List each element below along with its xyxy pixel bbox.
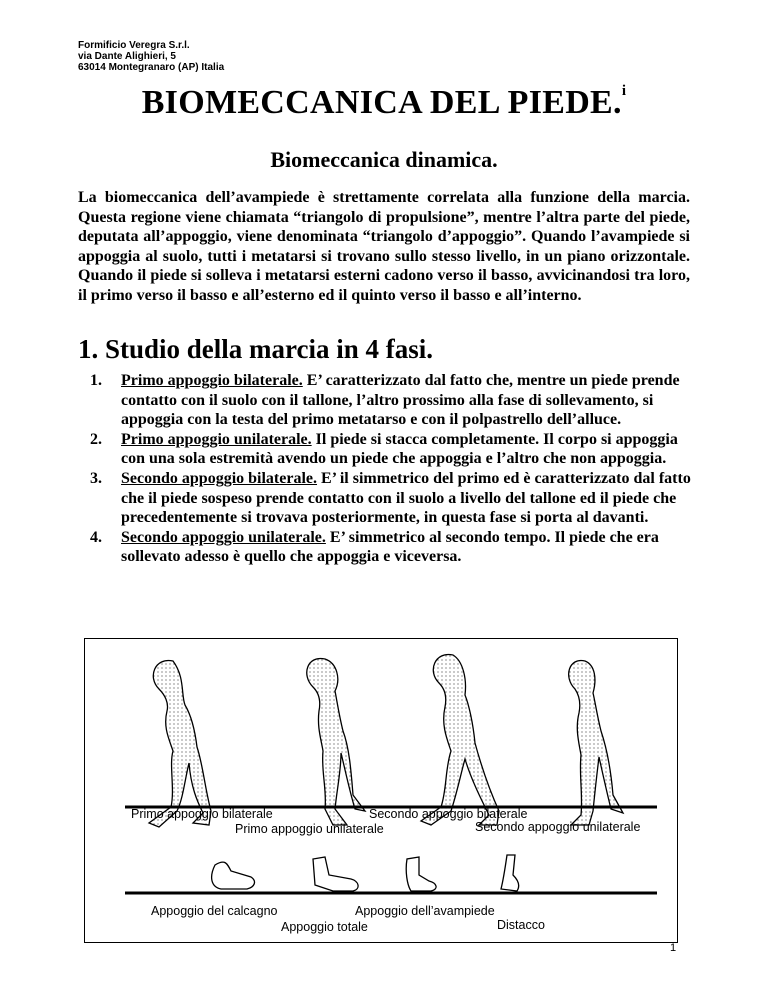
phase-term: Primo appoggio bilaterale.	[121, 372, 303, 389]
label-secondo-bilaterale: Secondo appoggio bilaterale	[369, 807, 528, 821]
phase-number: 4.	[90, 528, 102, 546]
phase-text: Il piede si stacca completamente. Il corpo si appoggia con una sola estremità avendo un piede che appoggia e l’altro che non appoggia.	[121, 430, 678, 468]
phase-item	[78, 469, 698, 528]
gait-figure	[84, 638, 678, 943]
label-appoggio-calcagno: Appoggio del calcagno	[151, 904, 278, 918]
phase-item	[78, 371, 698, 430]
company-name: Formificio Veregra S.r.l.	[78, 40, 190, 51]
title-footnote-marker: i	[621, 82, 627, 99]
page-title	[0, 84, 768, 122]
foot-icon	[406, 857, 436, 891]
company-city: 63014 Montegranaro (AP) Italia	[78, 62, 225, 73]
phase-number: 1.	[90, 372, 102, 389]
section-heading: 1. Studio della marcia in 4 fasi.	[78, 334, 434, 364]
intro-paragraph: La biomeccanica dell’avampiede è strettamente correlata alla funzione della marcia. Questa regione viene chiamata “triangolo di propulsione”, mentre l’altra parte del piede, deputata all’appoggio, viene denominata “triangolo d’appoggio”. Quando l’avampiede si appoggia al suolo, tutti i metatarsi si trovano sullo stesso livello, in un piano orizzontale. Quando il piede si solleva i metatarsi esterni cadono verso il basso, avvicinandosi tra loro, il primo verso il basso e all’esterno ed il quinto verso il basso e all’interno.	[78, 189, 690, 304]
phase-item	[78, 528, 698, 567]
label-appoggio-avampiede: Appoggio dell’avampiede	[355, 904, 495, 918]
walking-figure	[569, 660, 623, 825]
phase-text: E’ caratterizzato dal fatto che, mentre un piede prende contatto con il suolo con il tallone, l’altro prossimo alla fase di sollevamento, si appoggia con la testa del primo metatarso e con il polpastrello dell’alluce.	[121, 372, 680, 429]
company-address: via Dante Alighieri, 5	[78, 51, 176, 62]
phase-text: E’ simmetrico al secondo tempo. Il piede che era sollevato adesso è quello che appoggia e viceversa.	[121, 528, 659, 566]
phase-text: E’ il simmetrico del primo ed è caratterizzato dal fatto che il piede sospeso prende contatto con il suolo a livello del tallone ed il piede che precedentemente si trovava posteriormente, in questa fase si porta al davanti.	[121, 469, 691, 527]
foot-icon	[212, 862, 255, 889]
phase-term: Primo appoggio unilaterale.	[121, 430, 312, 448]
foot-icon	[313, 857, 358, 891]
walking-figure	[307, 658, 365, 825]
phases-list	[78, 371, 698, 567]
phase-number: 3.	[90, 469, 102, 487]
gait-illustration	[85, 639, 679, 944]
phase-number: 2.	[90, 430, 102, 448]
page-subtitle: Biomeccanica dinamica.	[270, 147, 498, 172]
page-title-text: BIOMECCANICA DEL PIEDE.	[141, 84, 622, 121]
walking-figure	[421, 654, 499, 825]
label-appoggio-totale: Appoggio totale	[281, 920, 368, 934]
foot-icon	[501, 855, 519, 891]
phase-term: Secondo appoggio bilaterale.	[121, 469, 318, 487]
label-secondo-unilaterale: Secondo appoggio unilaterale	[475, 820, 641, 834]
walking-figure	[149, 660, 211, 827]
label-primo-unilaterale: Primo appoggio unilaterale	[235, 822, 384, 836]
page-number: 1	[670, 942, 677, 954]
phase-term: Secondo appoggio unilaterale.	[121, 528, 326, 546]
label-primo-bilaterale: Primo appoggio bilaterale	[131, 807, 273, 821]
label-distacco: Distacco	[497, 918, 545, 932]
phase-item	[78, 430, 698, 469]
company-header	[78, 40, 224, 73]
